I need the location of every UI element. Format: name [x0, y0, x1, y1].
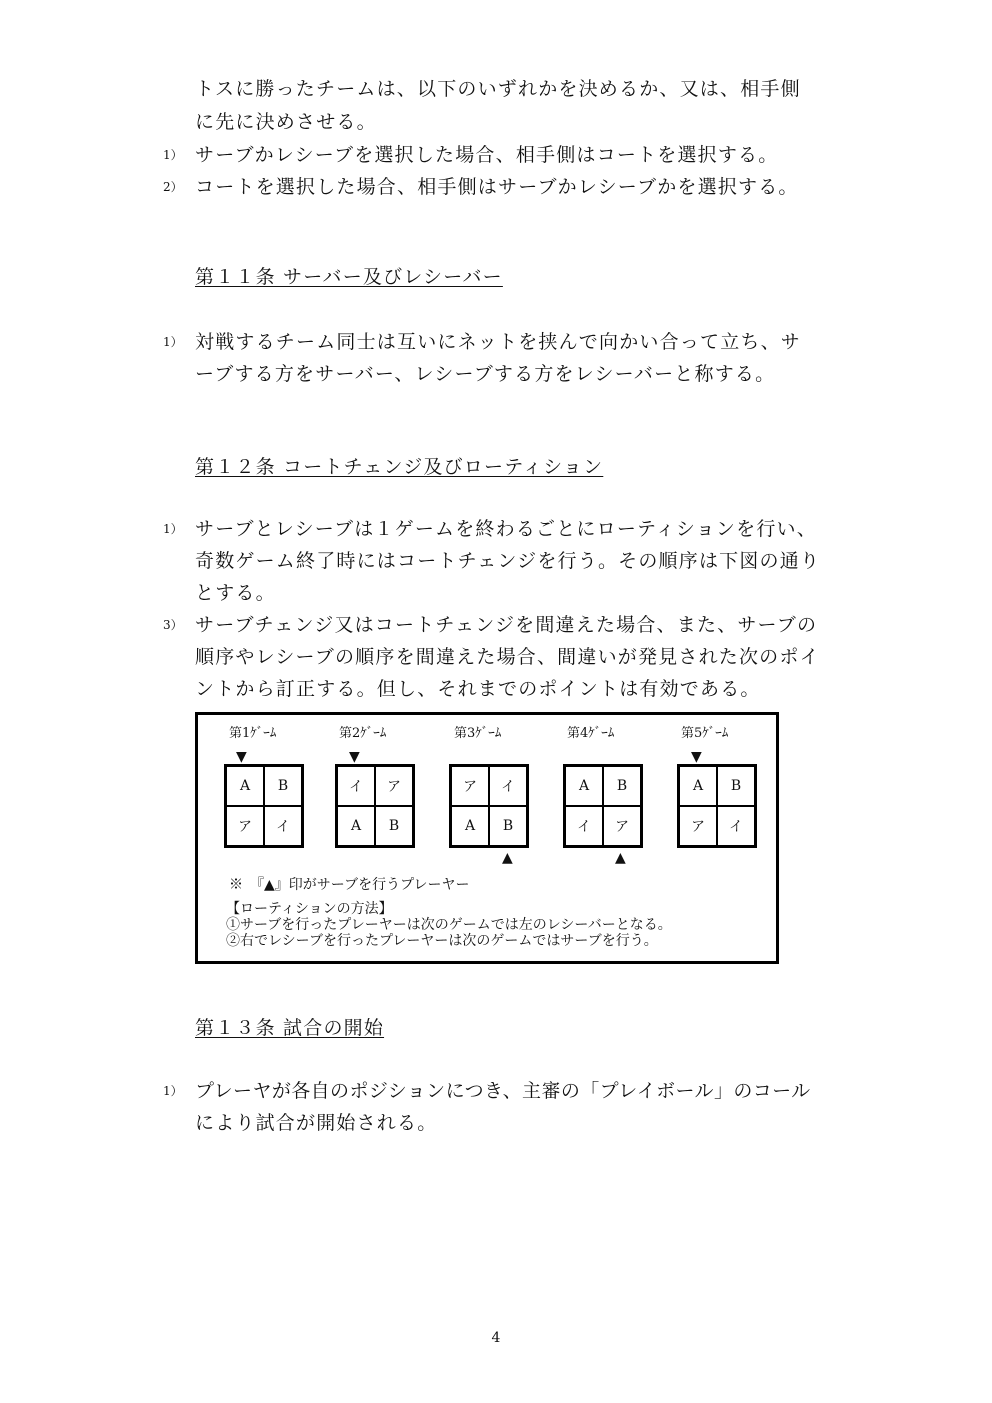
game-5-serve-marker: ▼ [691, 749, 702, 765]
game-4-label: 第4ｹﾞｰﾑ [567, 726, 615, 741]
article-12-item-3-line-2: 順序やレシーブの順序を間違えた場合、間違いが発見された次のポイ [195, 646, 820, 668]
article-13-item-number: 1） [163, 1084, 183, 1098]
intro-item-1-number: 1） [163, 148, 183, 162]
game-3-court [449, 764, 529, 848]
article-13-line-2: により試合が開始される。 [195, 1112, 438, 1134]
article-12-item-3-number: 3） [163, 618, 183, 632]
court-cell: A [451, 806, 489, 846]
intro-item-2-text: コートを選択した場合、相手側はサーブかレシーブかを選択する。 [195, 176, 799, 198]
intro-line-1: トスに勝ったチームは、以下のいずれかを決めるか、又は、相手側 [195, 78, 801, 100]
court-cell: ア [679, 806, 717, 846]
article-11-line-1: 対戦するチーム同士は互いにネットを挟んで向かい合って立ち、サ [195, 331, 802, 353]
court-cell: ア [603, 806, 641, 846]
rotation-method-title: 【ローティションの方法】 [226, 901, 393, 917]
rotation-method-2: ②右でレシーブを行ったプレーヤーは次のゲームではサーブを行う。 [226, 933, 658, 949]
game-3-label: 第3ｹﾞｰﾑ [454, 726, 502, 741]
article-13-line-1: プレーヤが各自のポジションにつき、主審の「プレイボール」のコール [195, 1080, 811, 1102]
game-4-serve-marker: ▲ [615, 850, 626, 866]
serve-marker-note: ※ 『▲』印がサーブを行うプレーヤー [229, 877, 470, 893]
game-4-court [563, 764, 643, 848]
court-cell: B [717, 766, 755, 806]
game-1-serve-marker: ▼ [236, 749, 247, 765]
court-cell: ア [451, 766, 489, 806]
intro-item-2-number: 2） [163, 180, 183, 194]
court-cell: A [337, 806, 375, 846]
article-12-item-1-line-1: サーブとレシーブは１ゲームを終わるごとにローティションを行い、 [195, 518, 817, 540]
court-cell: イ [337, 766, 375, 806]
page-number: 4 [491, 1330, 501, 1346]
article-12-item-1-line-2: 奇数ゲーム終了時にはコートチェンジを行う。その順序は下図の通り [195, 550, 821, 572]
article-11-heading: 第１１条 サーバー及びレシーバー [195, 266, 503, 288]
game-3-serve-marker: ▲ [502, 850, 513, 866]
court-cell: イ [717, 806, 755, 846]
article-13-heading: 第１３条 試合の開始 [195, 1017, 385, 1039]
article-12-item-1-number: 1） [163, 522, 183, 536]
court-cell: A [565, 766, 603, 806]
article-12-item-1-line-3: とする。 [195, 582, 276, 604]
court-cell: イ [264, 806, 302, 846]
court-cell: ア [226, 806, 264, 846]
rotation-diagram [195, 712, 779, 964]
court-cell: B [264, 766, 302, 806]
rotation-method-1: ①サーブを行ったプレーヤーは次のゲームでは左のレシーバーとなる。 [226, 917, 672, 933]
intro-line-2: に先に決めさせる。 [195, 111, 377, 133]
game-2-court [335, 764, 415, 848]
game-2-label: 第2ｹﾞｰﾑ [339, 726, 387, 741]
article-12-item-3-line-3: ントから訂正する。但し、それまでのポイントは有効である。 [195, 678, 761, 700]
court-cell: イ [565, 806, 603, 846]
court-cell: B [375, 806, 413, 846]
article-11-item-number: 1） [163, 335, 183, 349]
game-2-serve-marker: ▼ [349, 749, 360, 765]
game-5-court [677, 764, 757, 848]
article-12-item-3-line-1: サーブチェンジ又はコートチェンジを間違えた場合、また、サーブの [195, 614, 818, 636]
game-1-label: 第1ｹﾞｰﾑ [229, 726, 277, 741]
court-cell: B [603, 766, 641, 806]
court-cell: B [489, 806, 527, 846]
court-cell: A [679, 766, 717, 806]
article-12-heading: 第１２条 コートチェンジ及びローティション [195, 456, 604, 478]
intro-item-1-text: サーブかレシーブを選択した場合、相手側はコートを選択する。 [195, 144, 779, 166]
article-11-line-2: ーブする方をサーバー、レシーブする方をレシーバーと称する。 [195, 363, 776, 385]
court-cell: A [226, 766, 264, 806]
game-5-label: 第5ｹﾞｰﾑ [681, 726, 729, 741]
game-1-court [224, 764, 304, 848]
court-cell: ア [375, 766, 413, 806]
court-cell: イ [489, 766, 527, 806]
